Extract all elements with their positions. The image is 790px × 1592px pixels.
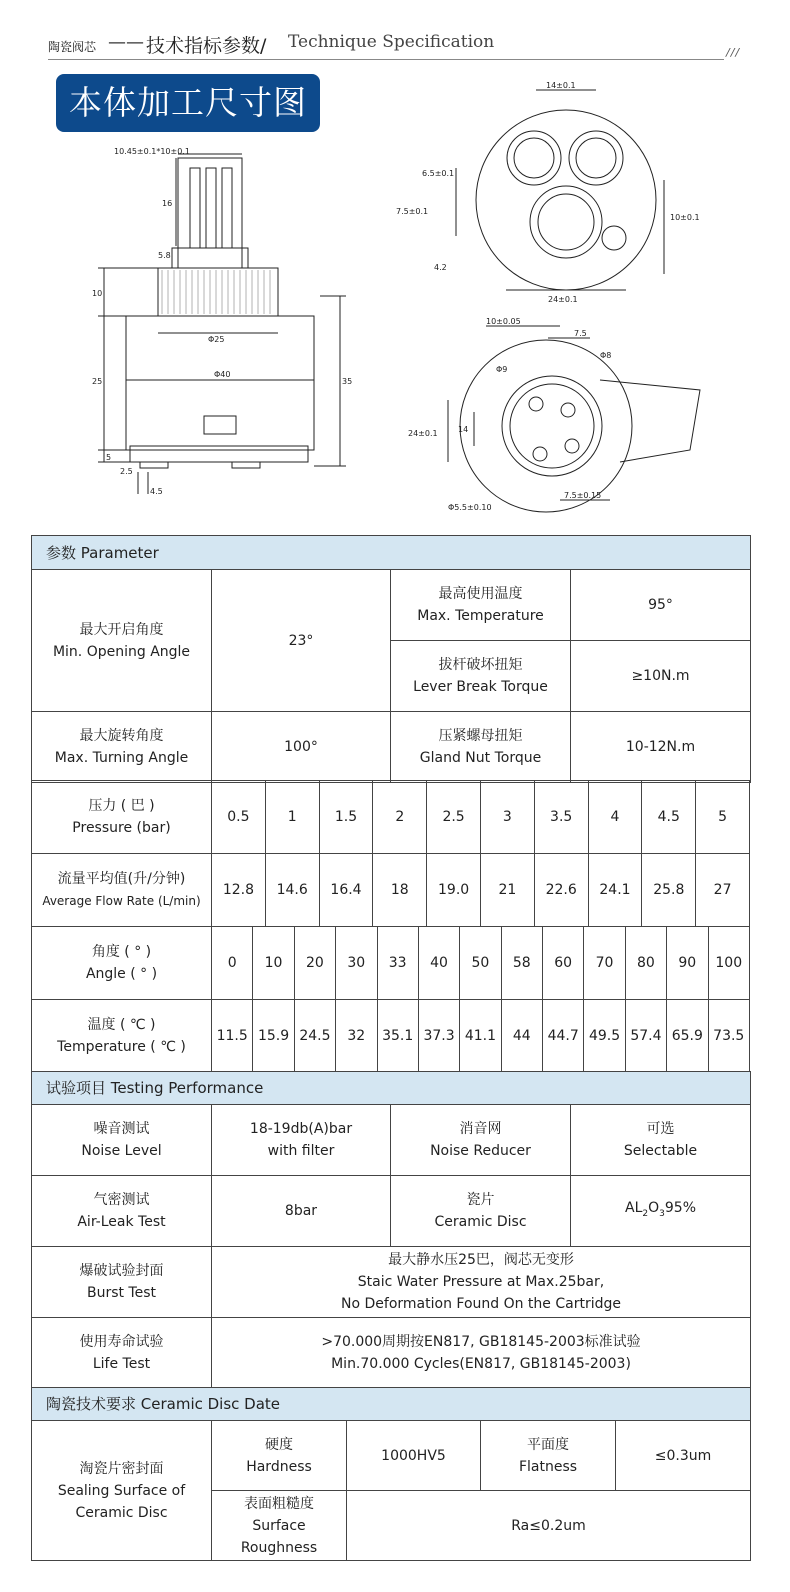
angle-cell: 40 [418, 927, 459, 1000]
bottom-dim-14: 14 [458, 425, 469, 434]
testing-table [31, 1071, 751, 1389]
roughness-label: 表面粗糙度 Surface Roughness [212, 1491, 347, 1561]
pressure-label: 压力 ( 巴 ) Pressure (bar) [32, 781, 212, 854]
lever-value: ≥10N.m [571, 641, 751, 712]
dim-top: 10.45±0.1*10±0.1 [114, 147, 190, 156]
header-dash: —— [108, 32, 144, 53]
temperature-cell: 35.1 [377, 1000, 418, 1073]
angle-cell: 90 [667, 927, 708, 1000]
dim-5-8: 5.8 [158, 251, 171, 260]
flow-cell: 19.0 [427, 854, 481, 927]
pressure-flow-table [31, 780, 750, 927]
angle-cell: 0 [212, 927, 253, 1000]
pressure-cell: 0.5 [212, 781, 266, 854]
flatness-value: ≤0.3um [616, 1421, 751, 1491]
pressure-cell: 2.5 [427, 781, 481, 854]
temperature-cell: 15.9 [253, 1000, 294, 1073]
top-dim-14: 14±0.1 [546, 81, 576, 90]
top-dim-24: 24±0.1 [548, 295, 578, 304]
disc-label: 瓷片 Ceramic Disc [391, 1176, 571, 1247]
pressure-cell: 2 [373, 781, 427, 854]
angle-cell: 100 [708, 927, 750, 1000]
flow-cell: 18 [373, 854, 427, 927]
header-slashes: /// [726, 46, 741, 59]
airleak-label: 气密测试 Air-Leak Test [32, 1176, 212, 1247]
temperature-cell: 37.3 [418, 1000, 459, 1073]
temperature-cell: 24.5 [294, 1000, 335, 1073]
testing-header: 试验项目 Testing Performance [32, 1072, 751, 1105]
top-dim-4-2: 4.2 [434, 263, 447, 272]
bottom-dim-phi8: Φ8 [600, 351, 612, 360]
angle-cell: 70 [584, 927, 625, 1000]
opening-value: 23° [212, 570, 391, 712]
dim-35: 35 [342, 377, 353, 386]
reducer-value: 可选 Selectable [571, 1105, 751, 1176]
dimension-drawing [0, 0, 790, 530]
reducer-label: 消音网 Noise Reducer [391, 1105, 571, 1176]
bottom-dim-7-5b: 7.5±0.15 [564, 491, 602, 500]
bottom-dim-phi5-5: Φ5.5±0.10 [448, 503, 492, 512]
burst-value: 最大静水压25巴，阀芯无变形 Staic Water Pressure at Max.25bar, No Deformation Found On the Cartridge [212, 1247, 751, 1318]
roughness-value: Ra≤0.2um [347, 1491, 751, 1561]
max-temp-label: 最高使用温度 Max. Temperature [391, 570, 571, 641]
gland-value: 10-12N.m [571, 712, 751, 783]
angle-temp-table [31, 926, 750, 1073]
temperature-cell: 73.5 [708, 1000, 750, 1073]
pressure-cell: 3 [480, 781, 534, 854]
angle-cell: 33 [377, 927, 418, 1000]
flow-cell: 14.6 [265, 854, 319, 927]
flow-cell: 12.8 [212, 854, 266, 927]
temperature-cell: 65.9 [667, 1000, 708, 1073]
flow-cell: 25.8 [642, 854, 696, 927]
dim-2-5: 2.5 [120, 467, 133, 476]
bottom-dim-10: 10±0.05 [486, 317, 521, 326]
header-title-en: Technique Specification [288, 32, 495, 52]
burst-label: 爆破试验封面 Burst Test [32, 1247, 212, 1318]
temperature-cell: 44.7 [543, 1000, 584, 1073]
brand-text: 陶瓷阀芯 [48, 40, 97, 54]
dim-4-5: 4.5 [150, 487, 163, 496]
pressure-cell: 5 [696, 781, 750, 854]
lever-label: 拔杆破坏扭矩 Lever Break Torque [391, 641, 571, 712]
max-temp-value: 95° [571, 570, 751, 641]
dim-5: 5 [106, 453, 112, 462]
top-dim-6-5: 6.5±0.1 [422, 169, 455, 178]
bottom-dim-7-5: 7.5 [574, 329, 587, 338]
sealing-label: 淘瓷片密封面 Sealing Surface of Ceramic Disc [32, 1421, 212, 1561]
dim-25: 25 [92, 377, 103, 386]
temperature-label: 温度 ( ℃ ) Temperature ( ℃ ) [32, 1000, 212, 1073]
ceramic-header: 陶瓷技术要求 Ceramic Disc Date [32, 1388, 751, 1421]
header-title-cn: 技术指标参数/ [146, 35, 267, 57]
temperature-cell: 49.5 [584, 1000, 625, 1073]
angle-cell: 30 [336, 927, 377, 1000]
pressure-cell: 1 [265, 781, 319, 854]
pressure-cell: 3.5 [534, 781, 588, 854]
parameter-table [31, 535, 751, 783]
temperature-cell: 57.4 [625, 1000, 666, 1073]
parameter-header: 参数 Parameter [32, 536, 751, 570]
bottom-dim-phi9: Φ9 [496, 365, 508, 374]
dim-10: 10 [92, 289, 103, 298]
temperature-cell: 11.5 [212, 1000, 253, 1073]
flow-cell: 16.4 [319, 854, 373, 927]
angle-cell: 50 [460, 927, 501, 1000]
flow-cell: 24.1 [588, 854, 642, 927]
turning-value: 100° [212, 712, 391, 783]
airleak-value: 8bar [212, 1176, 391, 1247]
angle-cell: 58 [501, 927, 542, 1000]
ceramic-table [31, 1387, 751, 1561]
hardness-label: 硬度 Hardness [212, 1421, 347, 1491]
angle-cell: 60 [543, 927, 584, 1000]
disc-value: $AL_2O_395\%$ [571, 1176, 751, 1247]
flow-cell: 21 [480, 854, 534, 927]
top-dim-7-5: 7.5±0.1 [396, 207, 429, 216]
pressure-cell: 4.5 [642, 781, 696, 854]
top-dim-10: 10±0.1 [670, 213, 700, 222]
flow-cell: 27 [696, 854, 750, 927]
turning-label: 最大旋转角度 Max. Turning Angle [32, 712, 212, 783]
dim-phi25: Φ25 [208, 335, 225, 344]
dim-phi40: Φ40 [214, 370, 231, 379]
dim-16: 16 [162, 199, 173, 208]
flatness-label: 平面度 Flatness [481, 1421, 616, 1491]
gland-label: 压紧螺母扭矩 Gland Nut Torque [391, 712, 571, 783]
life-value: >70.000周期按EN817, GB18145-2003标准试验 Min.70.000 Cycles(EN817, GB18145-2003) [212, 1318, 751, 1389]
flow-cell: 22.6 [534, 854, 588, 927]
hardness-value: 1000HV5 [347, 1421, 481, 1491]
life-label: 使用寿命试验 Life Test [32, 1318, 212, 1389]
section-badge: 本体加工尺寸图 [56, 74, 320, 132]
temperature-cell: 32 [336, 1000, 377, 1073]
temperature-cell: 41.1 [460, 1000, 501, 1073]
angle-label: 角度 ( ° ) Angle ( ° ) [32, 927, 212, 1000]
pressure-cell: 1.5 [319, 781, 373, 854]
noise-label: 噪音测试 Noise Level [32, 1105, 212, 1176]
temperature-cell: 44 [501, 1000, 542, 1073]
pressure-cell: 4 [588, 781, 642, 854]
noise-value: 18-19db(A)bar with filter [212, 1105, 391, 1176]
opening-label: 最大开启角度 Min. Opening Angle [32, 570, 212, 712]
bottom-dim-24: 24±0.1 [408, 429, 438, 438]
angle-cell: 10 [253, 927, 294, 1000]
angle-cell: 20 [294, 927, 335, 1000]
flow-label: 流量平均值(升/分钟) Average Flow Rate (L/min) [32, 854, 212, 927]
angle-cell: 80 [625, 927, 666, 1000]
